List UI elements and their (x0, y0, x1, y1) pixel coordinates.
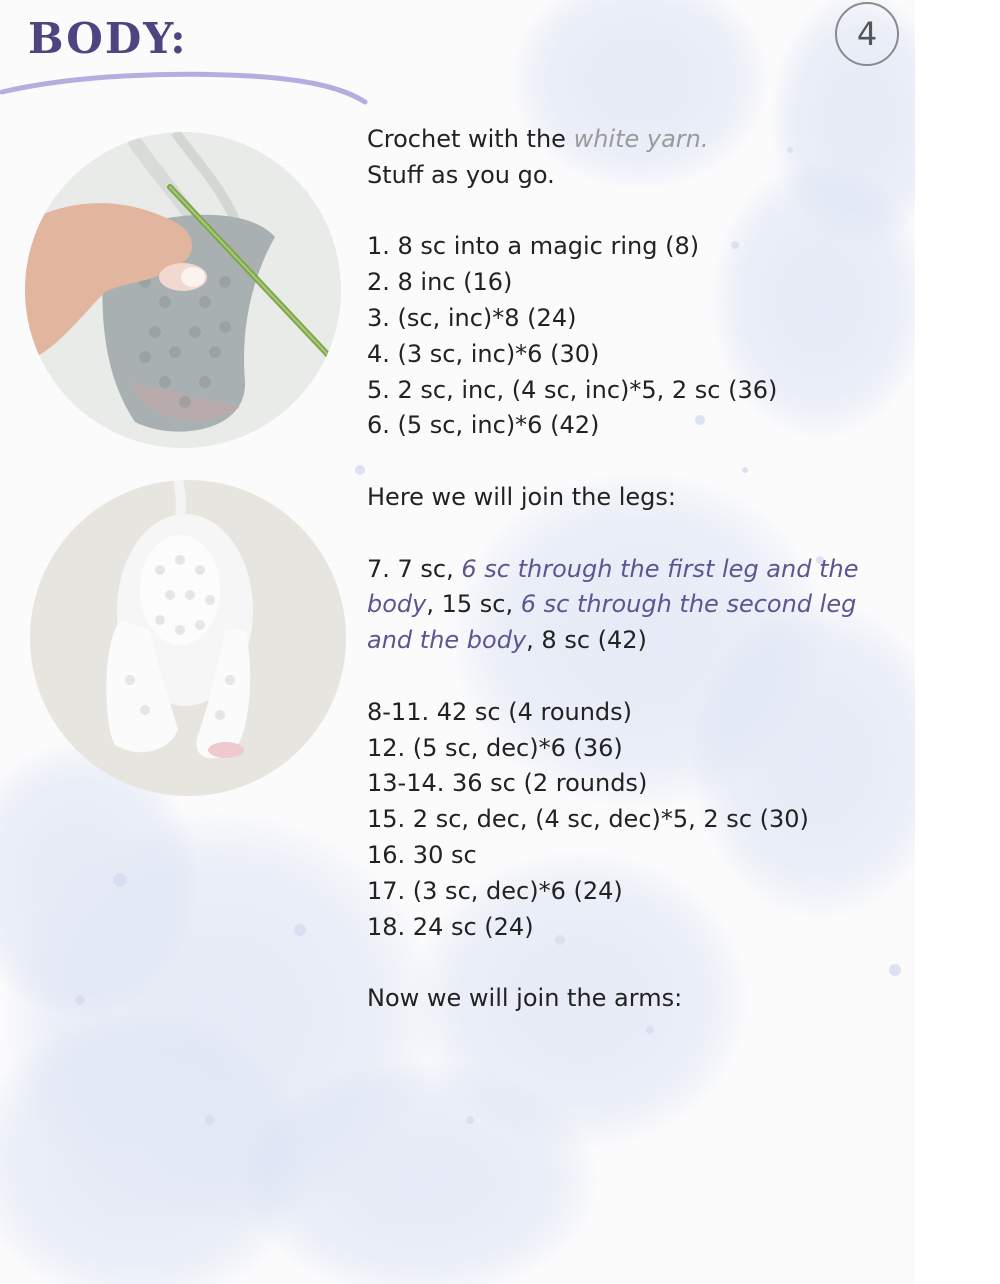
round-line: 6. (5 sc, inc)*6 (42) (367, 411, 600, 440)
intro-line-2: Stuff as you go. (367, 160, 555, 189)
join-legs-heading: Here we will join the legs: (367, 482, 676, 511)
page-number-badge: 4 (835, 2, 899, 66)
round-line: 17. (3 sc, dec)*6 (24) (367, 876, 623, 905)
round-line: 16. 30 sc (367, 840, 477, 869)
round-line: 15. 2 sc, dec, (4 sc, dec)*5, 2 sc (30) (367, 805, 809, 834)
leg-join-instruction-2: 6 sc through the second leg and the body (367, 590, 857, 655)
round-line: 3. (sc, inc)*8 (24) (367, 303, 577, 332)
round-line: 2. 8 inc (16) (367, 268, 513, 297)
page-margin (915, 0, 1000, 1284)
round-line: 12. (5 sc, dec)*6 (36) (367, 733, 623, 762)
amigurumi-body-with-legs-photo (30, 480, 346, 796)
round-line: 13-14. 36 sc (2 rounds) (367, 769, 648, 798)
instructions (367, 122, 907, 1017)
crochet-hook-in-hand-photo (25, 132, 341, 448)
yarn-color: white yarn. (573, 125, 709, 153)
join-arms-heading: Now we will join the arms: (367, 984, 683, 1013)
round-line: 5. 2 sc, inc, (4 sc, inc)*5, 2 sc (36) (367, 375, 778, 404)
title-underline-swoosh (0, 68, 370, 108)
round-line: 4. (3 sc, inc)*6 (30) (367, 339, 600, 368)
leg-join-instruction-1: 6 sc through the first leg and the body (367, 554, 859, 619)
round-7: 7. 7 sc, 6 sc through the first leg and the body, 15 sc, 6 sc through the second leg and the body, 8 sc (42) (367, 554, 859, 655)
page-title: BODY: (28, 14, 188, 63)
round-line: 1. 8 sc into a magic ring (8) (367, 232, 700, 261)
intro-line-1: Crochet with the white yarn. (367, 125, 709, 153)
round-line: 18. 24 sc (24) (367, 912, 534, 941)
round-line: 8-11. 42 sc (4 rounds) (367, 697, 633, 726)
